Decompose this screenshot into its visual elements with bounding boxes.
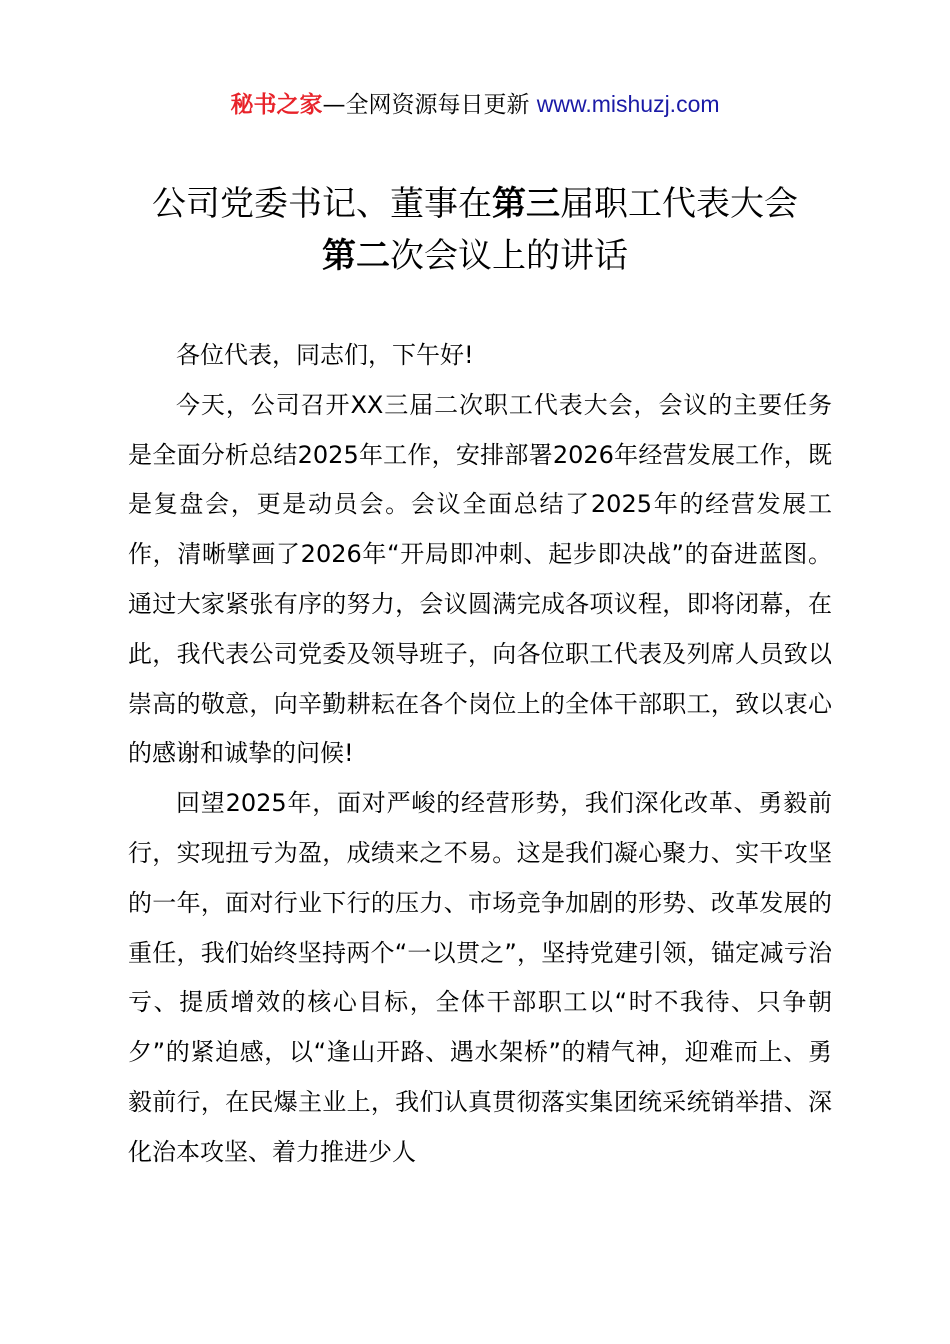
site-url-link[interactable]: www.mishuzj.com <box>536 91 720 117</box>
title-line-1-part-a: 公司党委书记、董事在 <box>152 184 492 224</box>
title-line-2-bold: 第二 <box>322 236 390 276</box>
site-header <box>0 88 950 121</box>
title-line-2 <box>100 230 850 282</box>
title-line-1-part-c: 届职工代表大会 <box>560 184 798 224</box>
title-line-1-bold: 第三 <box>492 184 560 224</box>
paragraph-greeting: 各位代表，同志们，下午好! <box>176 341 474 369</box>
site-tagline: —全网资源每日更新 <box>322 92 537 118</box>
document-title <box>100 178 850 282</box>
site-brand: 秘书之家 <box>230 92 323 118</box>
title-line-1 <box>100 178 850 230</box>
paragraph-opening: 今天，公司召开XX三届二次职工代表大会，会议的主要任务是全面分析总结2025年工作，安排部署2026年经营发展工作，既是复盘会，更是动员会。会议全面总结了2025年的经营发展工作，清晰擘画了2026年“开局即冲刺、起步即决战”的奋进蓝图。通过大家紧张有序的努力，会议圆满完成各项议程，即将闭幕，在此，我代表公司党委及领导班子，向各位职工代表及列席人员致以崇高的敬意，向辛勤耕耘在各个岗位上的全体干部职工，致以衷心的感谢和诚挚的问候! <box>128 390 832 768</box>
paragraph-review: 回望2025年，面对严峻的经营形势，我们深化改革、勇毅前行，实现扭亏为盈，成绩来之不易。这是我们凝心聚力、实干攻坚的一年，面对行业下行的压力、市场竞争加剧的形势、改革发展的重任，我们始终坚持两个“一以贯之”，坚持党建引领，锚定减亏治亏、提质增效的核心目标，全体干部职工以“时不我待、只争朝夕”的紧迫感，以“逢山开路、遇水架桥”的精气神，迎难而上、勇毅前行，在民爆主业上，我们认真贯彻落实集团统采统销举措、深化治本攻坚、着力推进少人 <box>128 789 832 1166</box>
document-body <box>128 331 832 1178</box>
title-line-2-part-b: 次会议上的讲话 <box>390 236 628 276</box>
